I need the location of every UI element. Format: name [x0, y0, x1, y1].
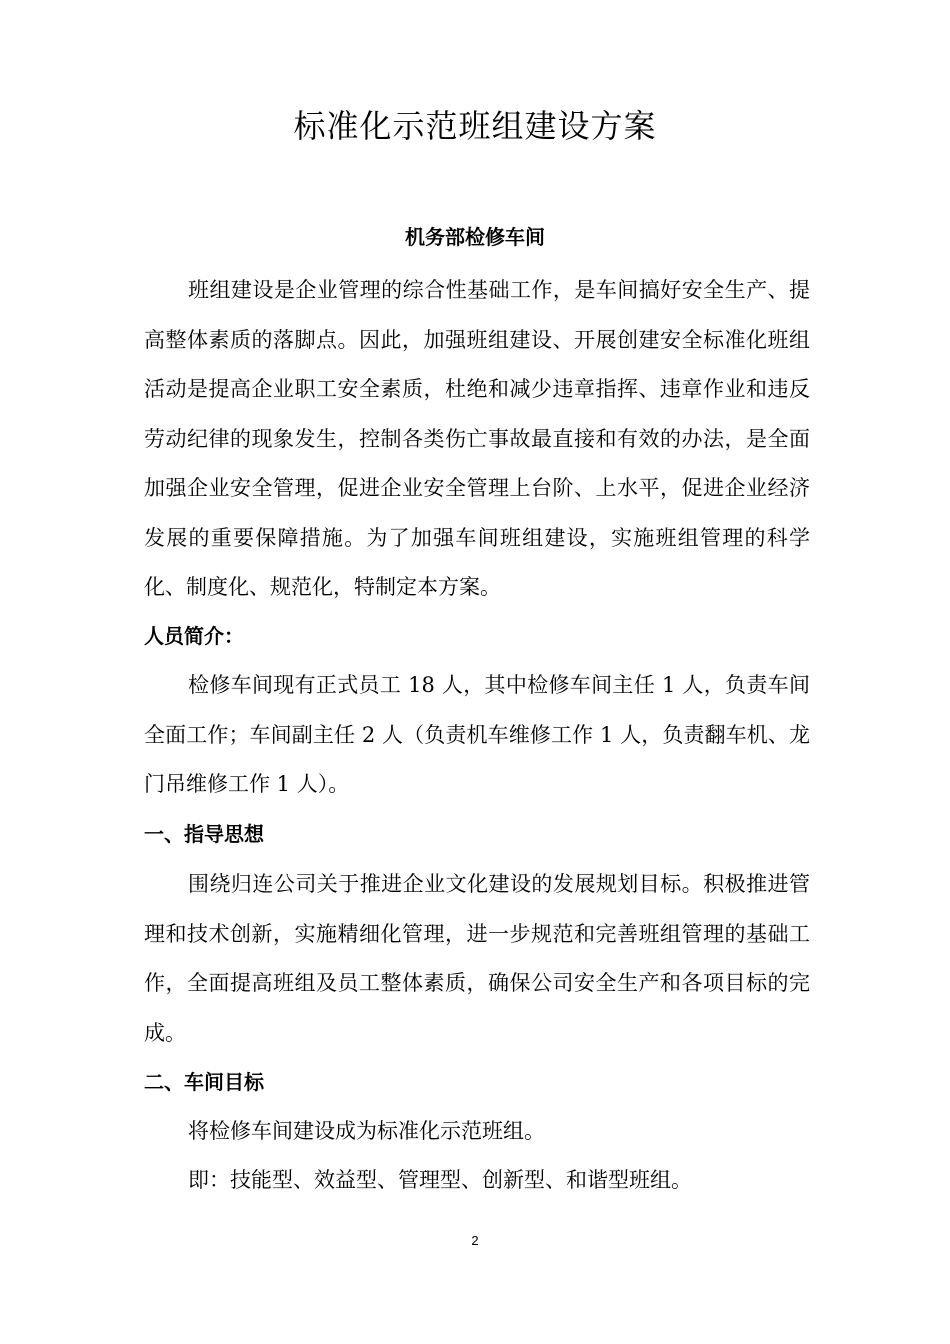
personnel-paragraph: 检修车间现有正式员工 18 人，其中检修车间主任 1 人，负责车间全面工作；车间副主任 2 人（负责机车维修工作 1 人，负责翻车机、龙门吊维修工作 1 人）。 — [144, 673, 810, 796]
goal-paragraph-1: 将检修车间建设成为标准化示范班组。 — [188, 1119, 545, 1143]
document-title: 标准化示范班组建设方案 — [293, 107, 657, 145]
intro-paragraph: 班组建设是企业管理的综合性基础工作，是车间搞好安全生产、提高整体素质的落脚点。因此，加强班组建设、开展创建安全标准化班组活动是提高企业职工安全素质，杜绝和减少违章指挥、违章作业和违反劳动纪律的现象发生，控制各类伤亡事故最直接和有效的办法，是全面加强企业安全管理，促进企业安全管理上台阶、上水平，促进企业经济发展的重要保障措施。为了加强车间班组建设，实施班组管理的科学化、制度化、规范化，特制定本方案。 — [144, 278, 810, 599]
goal-heading: 二、车间目标 — [144, 1070, 264, 1094]
goal-paragraph-2: 即：技能型、效益型、管理型、创新型、和谐型班组。 — [188, 1168, 692, 1192]
guiding-heading: 一、指导思想 — [144, 822, 264, 846]
guiding-paragraph: 围绕归连公司关于推进企业文化建设的发展规划目标。积极推进管理和技术创新，实施精细化管理，进一步规范和完善班组管理的基础工作，全面提高班组及员工整体素质，确保公司安全生产和各项目标的完成。 — [144, 872, 810, 1045]
document-subtitle: 机务部检修车间 — [405, 225, 545, 249]
personnel-heading: 人员简介： — [144, 624, 244, 648]
page-number: 2 — [471, 1233, 479, 1248]
